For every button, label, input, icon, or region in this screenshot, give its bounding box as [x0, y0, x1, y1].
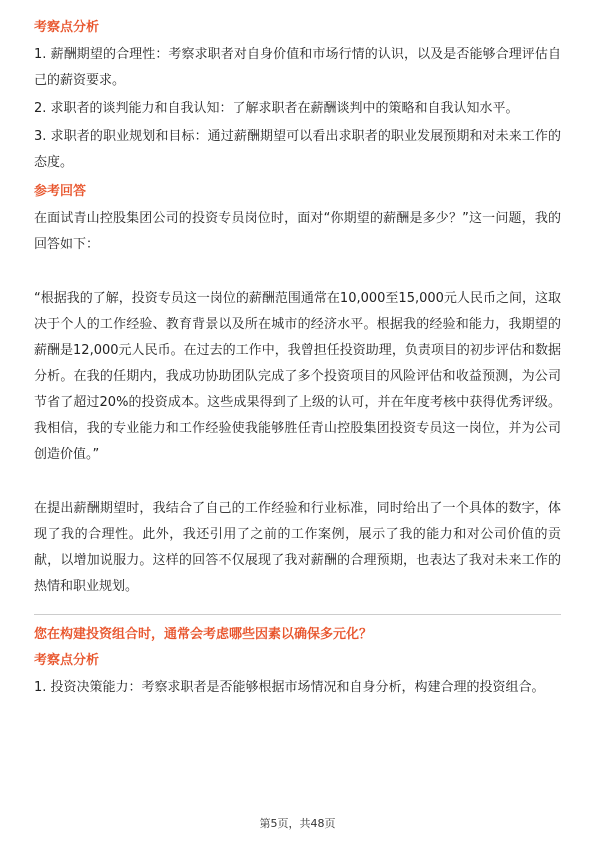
- answer-summary: 在提出薪酬期望时，我结合了自己的工作经验和行业标准，同时给出了一个具体的数字，体现了我的合理性。此外，我还引用了之前的工作案例，展示了我的能力和对公司价值的贡献，以增加说服力。这样的回答不仅展现了我对薪酬的合理预期，也表达了我对未来工作的热情和职业规划。: [34, 501, 561, 594]
- analysis-heading: 考察点分析: [34, 20, 100, 35]
- answer-intro: 在面试青山控股集团公司的投资专员岗位时，面对“你期望的薪酬是多少？”这一问题，我的回答如下：: [34, 211, 561, 252]
- next-question-title: 您在构建投资组合时，通常会考虑哪些因素以确保多元化？: [34, 627, 373, 642]
- document-page: [34, 18, 561, 703]
- answer-heading: 参考回答: [34, 184, 87, 199]
- next-analysis-heading: 考察点分析: [34, 653, 100, 668]
- answer-quote: “根据我的了解，投资专员这一岗位的薪酬范围通常在10,000至15,000元人民币之间，这取决于个人的工作经验、教育背景以及所在城市的经济水平。根据我的经验和能力，我期望的薪酬是12,000元人民币。在过去的工作中，我曾担任投资助理，负责项目的初步评估和数据分析。在我的任期内，我成功协助团队完成了多个投资项目的风险评估和收益预测，为公司节省了超过20%的投资成本。这些成果得到了上级的认可，并在年度考核中获得优秀评级。我相信，我的专业能力和工作经验使我能够胜任青山控股集团投资专员这一岗位，并为公司创造价值。”: [34, 291, 561, 462]
- analysis-point: 3. 求职者的职业规划和目标：通过薪酬期望可以看出求职者的职业发展预期和对未来工作的态度。: [34, 129, 561, 170]
- analysis-point: 2. 求职者的谈判能力和自我认知：了解求职者在薪酬谈判中的策略和自我认知水平。: [34, 101, 519, 116]
- analysis-point: 1. 薪酬期望的合理性：考察求职者对自身价值和市场行情的认识，以及是否能够合理评估自己的薪资要求。: [34, 47, 561, 88]
- section-divider: [34, 614, 561, 615]
- spacer: [34, 260, 561, 286]
- page-number: 第5页，共48页: [259, 817, 336, 830]
- spacer: [34, 470, 561, 496]
- next-analysis-point: 1. 投资决策能力：考察求职者是否能够根据市场情况和自身分析，构建合理的投资组合。: [34, 680, 545, 695]
